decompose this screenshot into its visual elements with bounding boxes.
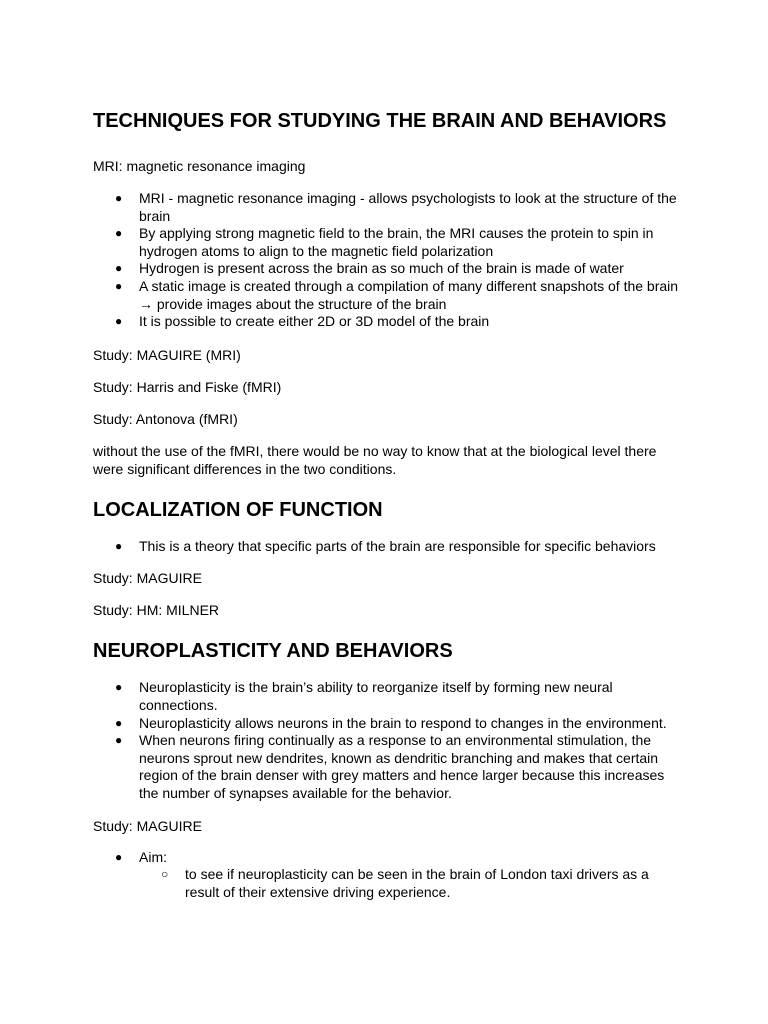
aim-sub-list bbox=[139, 866, 683, 901]
list-item: ● Hydrogen is present across the brain as so much of the brain is made of water bbox=[115, 260, 624, 277]
study-maguire-mri: Study: MAGUIRE (MRI) bbox=[93, 346, 241, 363]
list-item: ● A static image is created through a compilation of many different snapshots of the brain → provide images about the structure of the brain bbox=[115, 277, 679, 312]
bullet-icon: ● bbox=[115, 191, 123, 205]
section-heading-neuroplasticity: NEUROPLASTICITY AND BEHAVIORS bbox=[93, 640, 453, 663]
list-item: ● Neuroplasticity allows neurons in the brain to respond to changes in the environment. bbox=[115, 714, 667, 731]
bullet-icon: ● bbox=[115, 314, 123, 329]
bullet-icon: ● bbox=[115, 538, 123, 553]
study-maguire-neuroplasticity: Study: MAGUIRE bbox=[93, 817, 202, 834]
bullet-icon: ● bbox=[115, 226, 123, 241]
bullet-icon: ● bbox=[115, 261, 123, 276]
circle-bullet-icon: ○ bbox=[161, 867, 169, 882]
bullet-icon: ● bbox=[115, 680, 123, 695]
bullet-icon: ● bbox=[115, 278, 123, 293]
fmri-conclusion: without the use of the fMRI, there would be no way to know that at the biological level there were significant differences in the two conditions. bbox=[93, 442, 657, 477]
study-hm-milner: Study: HM: MILNER bbox=[93, 602, 220, 619]
list-item: ○ to see if neuroplasticity can be seen in the brain of London taxi drivers as a result of their extensive driving experience. bbox=[161, 866, 649, 900]
aim-bullet-list bbox=[93, 849, 683, 902]
neuroplasticity-bullet-list bbox=[93, 679, 683, 802]
mri-intro: MRI: magnetic resonance imaging bbox=[93, 158, 306, 174]
localization-bullet-list bbox=[93, 538, 683, 556]
list-item: ● This is a theory that specific parts of the brain are responsible for specific behaviors bbox=[115, 537, 656, 554]
bullet-icon: ● bbox=[115, 849, 123, 864]
section-heading-techniques: TECHNIQUES FOR STUDYING THE BRAIN AND BEHAVIORS bbox=[93, 110, 667, 132]
list-item: ● It is possible to create either 2D or 3D model of the brain bbox=[115, 313, 490, 330]
bullet-icon: ● bbox=[115, 733, 123, 748]
list-item: ● Neuroplasticity is the brain’s ability to reorganize itself by forming new neural connections. bbox=[115, 679, 613, 713]
list-item: ● When neurons firing continually as a response to an environmental stimulation, the neurons sprout new dendrites, known as dendritic branching and makes that certain region of the brain denser with grey matters and hence larger because this increases the number of synapses available for the behavior. bbox=[115, 732, 665, 801]
section-heading-localization: LOCALIZATION OF FUNCTION bbox=[93, 498, 383, 521]
list-item: ● MRI - magnetic resonance imaging - allows psychologists to look at the structure of the brain bbox=[115, 190, 677, 224]
list-item: ● Aim: ○ to see if neuroplasticity can be seen in the brain of London taxi drivers as a result of their extensive driving experience. bbox=[93, 849, 683, 902]
bullet-icon: ● bbox=[115, 715, 123, 730]
list-item: ● By applying strong magnetic field to the brain, the MRI causes the protein to spin in hydrogen atoms to align to the magnetic field polarization bbox=[115, 225, 654, 259]
study-harris-fiske: Study: Harris and Fiske (fMRI) bbox=[93, 378, 282, 395]
study-antonova: Study: Antonova (fMRI) bbox=[93, 410, 238, 427]
document-page bbox=[93, 108, 683, 901]
mri-bullet-list bbox=[93, 190, 683, 331]
study-maguire: Study: MAGUIRE bbox=[93, 570, 202, 587]
